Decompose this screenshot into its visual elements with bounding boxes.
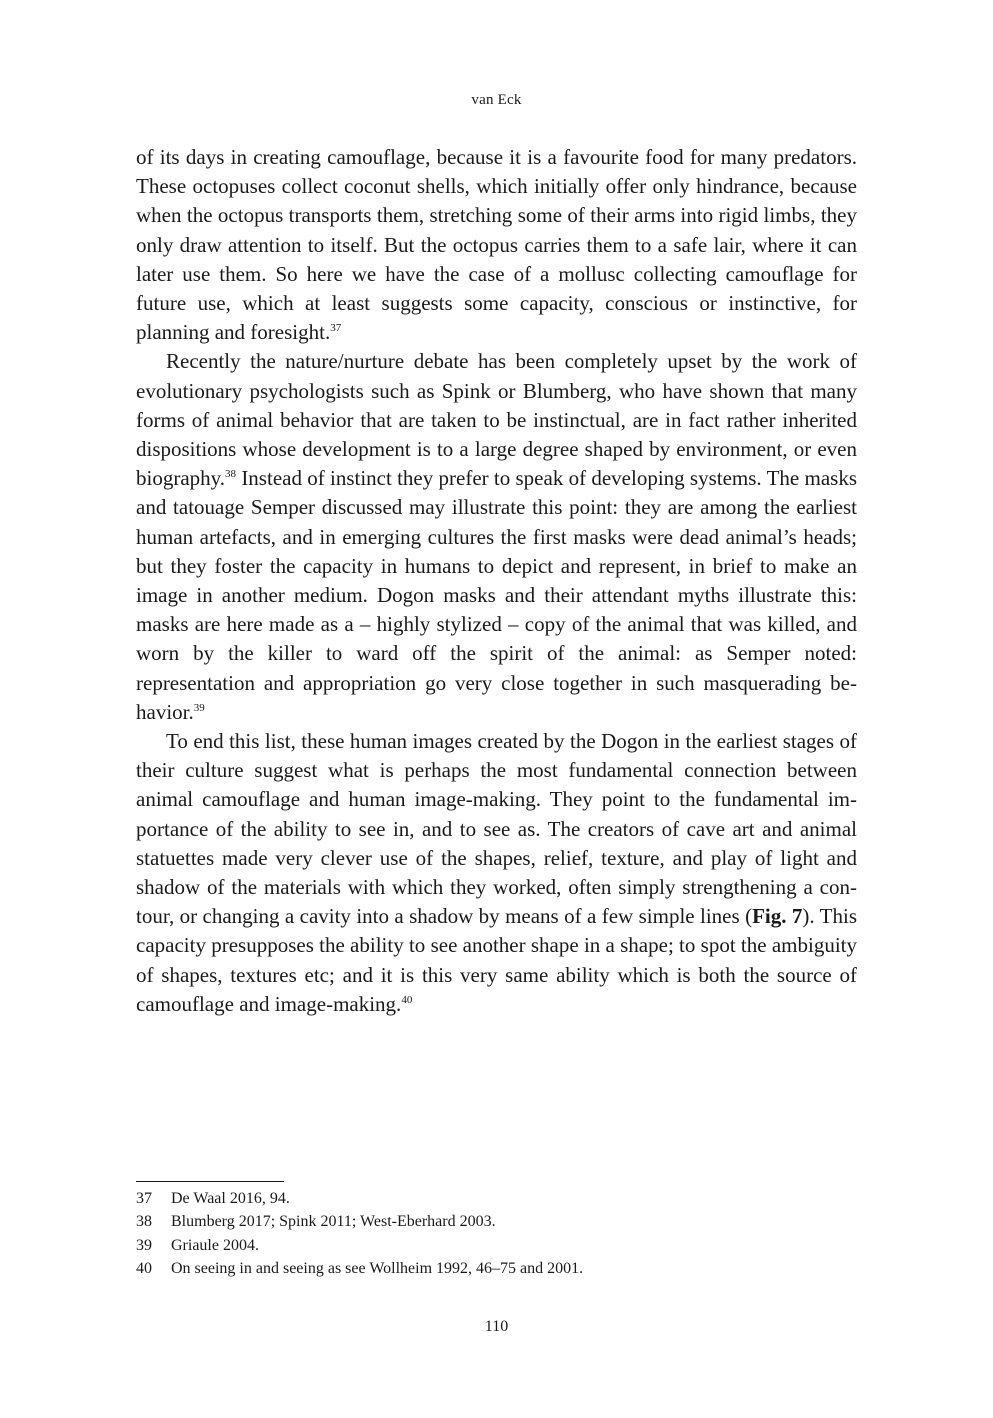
footnotes: [136, 1187, 857, 1280]
paragraph: Recently the nature/nurture debate has been completely upset by the work of evolutionary psychologists such as Spink or Blumberg, who have shown that many forms of animal behavior that are taken to be instinctual, are in fact rather inherited dispositions whose development is to a large degree shaped by environment, or even biography.$^{38}$ Instead of instinct they prefer to speak of developing systems. The masks and tatouage Semper discussed may illustrate this point: they are among the earliest human artefacts, and in emerging cultures the first masks were dead animal’s heads; but they foster the capacity in humans to depict and represent, in brief to make an image in another medium. Dogon masks and their attendant myths illustrate this: masks are here made as a – highly stylized – copy of the animal that was killed, and worn by the killer to ward off the spirit of the animal: as Semper noted: representation and appropriation go very close together in such masquerading behavior.$^{39}$: [136, 349, 857, 724]
footnote-ref: 37: [330, 322, 342, 335]
page-number: 110: [484, 1318, 509, 1335]
footnote-number: 38: [136, 1213, 152, 1231]
footnote-number: 39: [136, 1236, 152, 1254]
footnote-ref: 40: [401, 993, 413, 1006]
footnote: [136, 1210, 857, 1233]
footnote-number: 40: [136, 1259, 152, 1277]
paragraph: To end this list, these human images created by the Dogon in the earliest stages of their culture suggest what is perhaps the most fundamental connection between animal camouflage and human image-making. They point to the fundamental importance of the ability to see in, and to see as. The creators of cave art and animal statuettes made very clever use of the shapes, relief, texture, and play of light and shadow of the materials with which they worked, often simply strengthening a contour, or changing a cavity into a shadow by means of a few simple lines (Fig. 7). This capacity presupposes the ability to see another shape in a shape; to spot the ambiguity of shapes, textures etc; and it is this very same ability which is both the source of camouflage and image-making.$^{40}$: [136, 729, 857, 1016]
footnote-text: Blumberg 2017; Spink 2011; West-Eberhard 2003.: [171, 1213, 496, 1231]
footnote: [136, 1234, 857, 1257]
footnote-number: 37: [136, 1190, 152, 1207]
body-text: [136, 143, 857, 1019]
footnote-ref: 39: [193, 701, 205, 714]
figure-reference: Fig. 7: [752, 904, 803, 929]
footnote-text: Griaule 2004.: [171, 1236, 259, 1254]
footnote-text: De Waal 2016, 94.: [171, 1190, 290, 1207]
paragraph: of its days in creating camouflage, because it is a favourite food for many predators. These octopuses collect coconut shells, which initially offer only hindrance, because when the octopus transports them, stretching some of their arms into rigid limbs, they only draw attention to itself. But the octopus carries them to a safe lair, where it can later use them. So here we have the case of a mollusc collecting camouflage for future use, which at least suggests some capacity, conscious or instinctive, for planning and foresight.$^{37}$: [136, 145, 857, 345]
footnote: [136, 1187, 857, 1210]
footnote-ref: 38: [225, 468, 237, 481]
footnote: [136, 1257, 857, 1280]
footnote-divider: [136, 1181, 284, 1182]
running-head: van Eck: [471, 92, 522, 108]
footnote-text: On seeing in and seeing as see Wollheim 1992, 46–75 and 2001.: [171, 1259, 584, 1277]
